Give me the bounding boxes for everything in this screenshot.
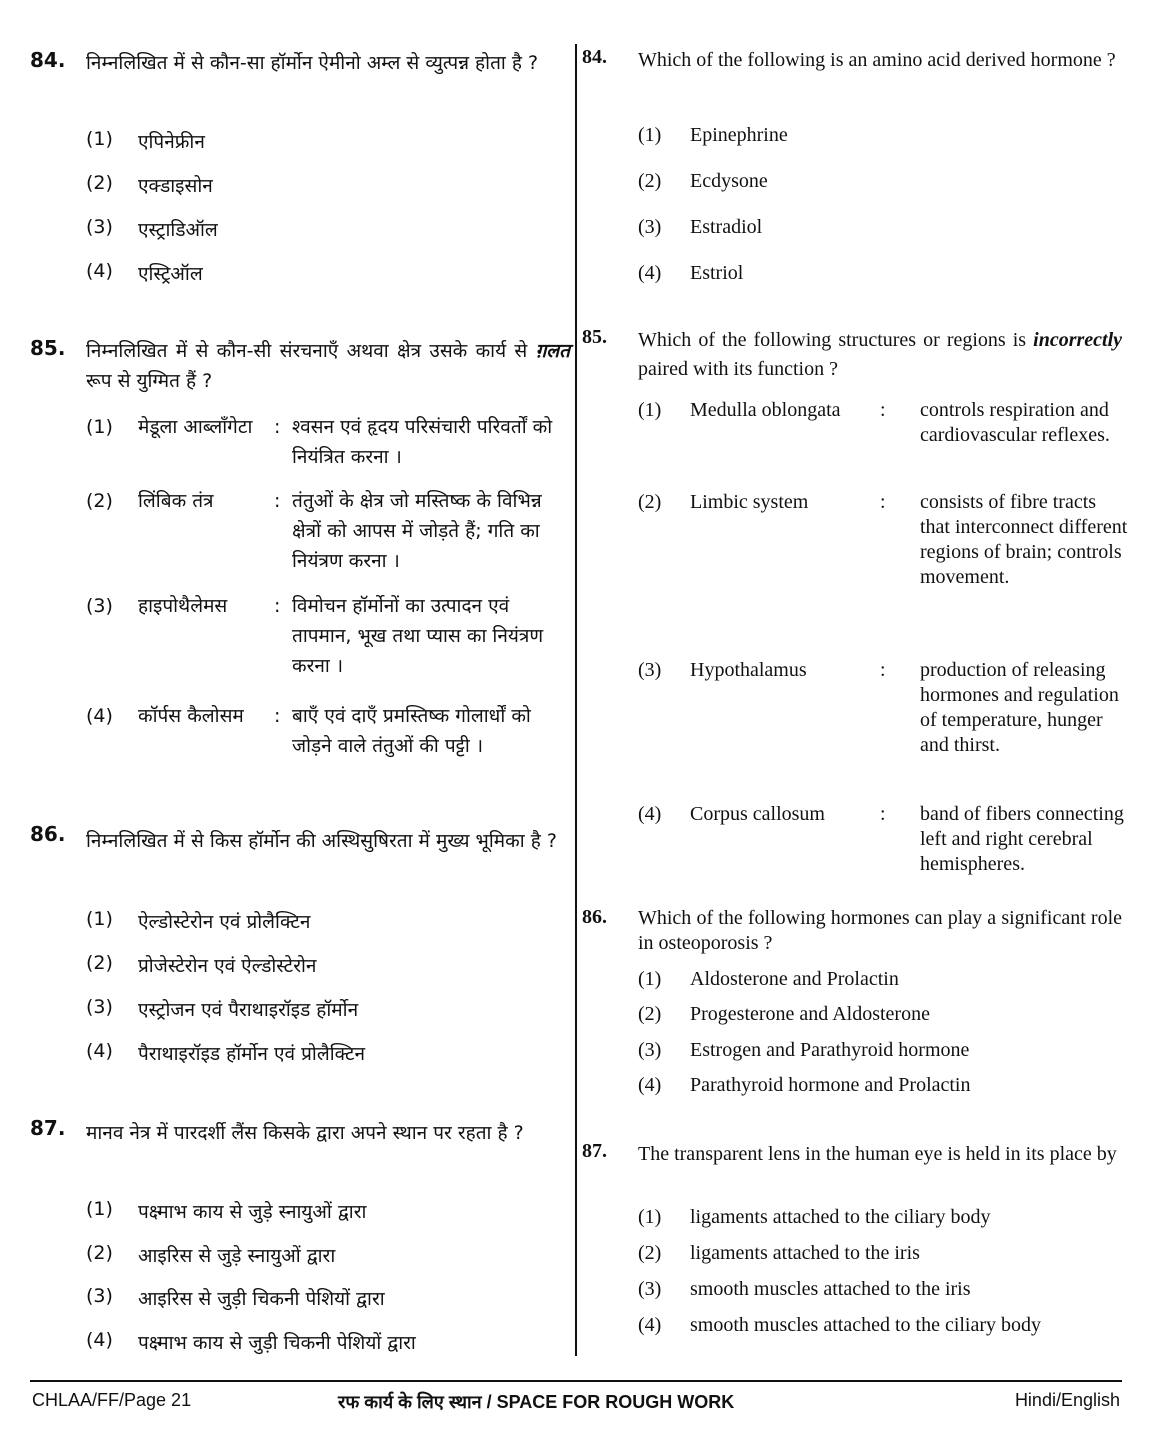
question-text: निम्नलिखित में से किस हॉर्मोन की अस्थिसुषिरता में मुख्य भूमिका है ? <box>86 830 557 852</box>
question-number: 87. <box>582 1140 607 1162</box>
option: (4) पक्ष्माभ काय से जुड़ी चिकनी पेशियों द्वारा <box>86 1329 416 1354</box>
question-84-hindi <box>30 48 570 285</box>
option: (3) एस्ट्राडिऑल <box>86 216 218 241</box>
question-number: 86. <box>30 822 66 846</box>
footer-rule <box>30 1380 1122 1382</box>
option: (3) smooth muscles attached to the iris <box>638 1278 971 1300</box>
question-number: 84. <box>30 48 66 72</box>
question-number: 84. <box>582 46 607 68</box>
page-code: CHLAA/FF/Page 21 <box>32 1390 192 1410</box>
question-number: 87. <box>30 1116 66 1140</box>
question-text: The transparent lens in the human eye is held in its place by <box>638 1143 1117 1165</box>
option: (2) आइरिस से जुड़े स्नायुओं द्वारा <box>86 1242 336 1267</box>
question-number: 85. <box>30 336 66 360</box>
rough-work-label: रफ कार्य के लिए स्थान / SPACE FOR ROUGH WORK <box>338 1392 735 1412</box>
option: (2) Ecdysone <box>638 170 768 192</box>
option: (1) ऐल्डोस्टेरोन एवं प्रोलैक्टिन <box>86 908 311 933</box>
option: (2) एक्डाइसोन <box>86 172 213 197</box>
option: (2) Progesterone and Aldosterone <box>638 1003 930 1025</box>
option: (3) Estrogen and Parathyroid hormone <box>638 1039 970 1061</box>
question-85-hindi: 85. निम्नलिखित में से कौन-सी संरचनाएँ अथवा क्षेत्र उसके कार्य से ग़लत रूप से युग्मित हैं ? (1) मेडूला आब्लाँगेटा : श्वसन एवं हृदय परिसंचारी परिवर्तों को नियंत्रित करना । (2) लिंबिक तंत्र : तंतुओं के क्षेत्र जो मस्तिष्क के विभिन्न क्षेत्रों को आपस में जोड़ते हैं; गति का नियंत्रण करना । (3) हाइपोथैलेमस : विमोचन हॉर्मोनों का उत्पादन एवं तापमान, भूख तथा प्यास का नियंत्रण करना । (4) कॉर्पस कैलोसम : बाएँ एवं दाएँ प्रमस्तिष्क गोलार्धों को जोड़ने वाले तंतुओं की पट्टी । <box>30 336 570 757</box>
option: (4) Estriol <box>638 262 744 284</box>
option: (1) पक्ष्माभ काय से जुड़े स्नायुओं द्वारा <box>86 1198 367 1223</box>
question-84-english <box>582 46 1122 284</box>
option: (1) Aldosterone and Prolactin <box>638 968 899 990</box>
option: (2) ligaments attached to the iris <box>638 1242 920 1264</box>
question-85-english: 85. Which of the following structures or regions is incorrectly paired with its function ? (1) Medulla oblongata : controls respiration and cardiovascular reflexes. (2) Limbic system : consists of fibre tracts that interconnect different regions of brain; controls movement. (3) Hypothalamus : production of releasing hormones and regulation of temperature, hunger and thirst. (4) Corpus callosum : band of fibers connecting left and right cerebral hemispheres. <box>582 326 1128 875</box>
option: (4) एस्ट्रिऑल <box>86 260 203 285</box>
question-text: Which of the following is an amino acid derived hormone ? <box>638 49 1116 71</box>
column-divider <box>575 44 577 1356</box>
question-87-english <box>582 1140 1122 1336</box>
question-text: निम्नलिखित में से कौन-सी संरचनाएँ अथवा क्षेत्र उसके कार्य से ग़लत रूप से युग्मित हैं ? <box>86 340 570 392</box>
question-86-english <box>582 906 1122 1096</box>
question-text: मानव नेत्र में पारदर्शी लैंस किसके द्वारा अपने स्थान पर रहता है ? <box>86 1122 524 1144</box>
question-text: Which of the following structures or regions is incorrectly paired with its function ? <box>638 329 1123 380</box>
question-number: 85. <box>582 326 607 348</box>
option: (4) पैराथाइरॉइड हॉर्मोन एवं प्रोलैक्टिन <box>86 1040 366 1065</box>
option: (1) एपिनेफ्रीन <box>86 128 205 153</box>
option: (1) ligaments attached to the ciliary body <box>638 1206 991 1228</box>
option: (1) Epinephrine <box>638 124 788 146</box>
question-text: Which of the following hormones can play a significant role in osteoporosis ? <box>638 907 1122 954</box>
option: (3) आइरिस से जुड़ी चिकनी पेशियों द्वारा <box>86 1285 385 1310</box>
question-86-hindi <box>30 822 570 1065</box>
option: (4) smooth muscles attached to the ciliary body <box>638 1314 1042 1336</box>
emphasis-word: incorrectly <box>1033 329 1123 351</box>
option: (2) प्रोजेस्टेरोन एवं ऐल्डोस्टेरोन <box>86 952 317 977</box>
question-number: 86. <box>582 906 607 928</box>
question-text: निम्नलिखित में से कौन-सा हॉर्मोन ऐमीनो अम्ल से व्युत्पन्न होता है ? <box>86 52 539 74</box>
option: (4) Parathyroid hormone and Prolactin <box>638 1074 971 1096</box>
emphasis-word: ग़लत <box>535 340 570 362</box>
question-87-hindi <box>30 1116 570 1354</box>
option: (3) एस्ट्रोजन एवं पैराथाइरॉइड हॉर्मोन <box>86 996 359 1021</box>
option: (3) Estradiol <box>638 216 763 238</box>
language-label: Hindi/English <box>1014 1390 1120 1410</box>
